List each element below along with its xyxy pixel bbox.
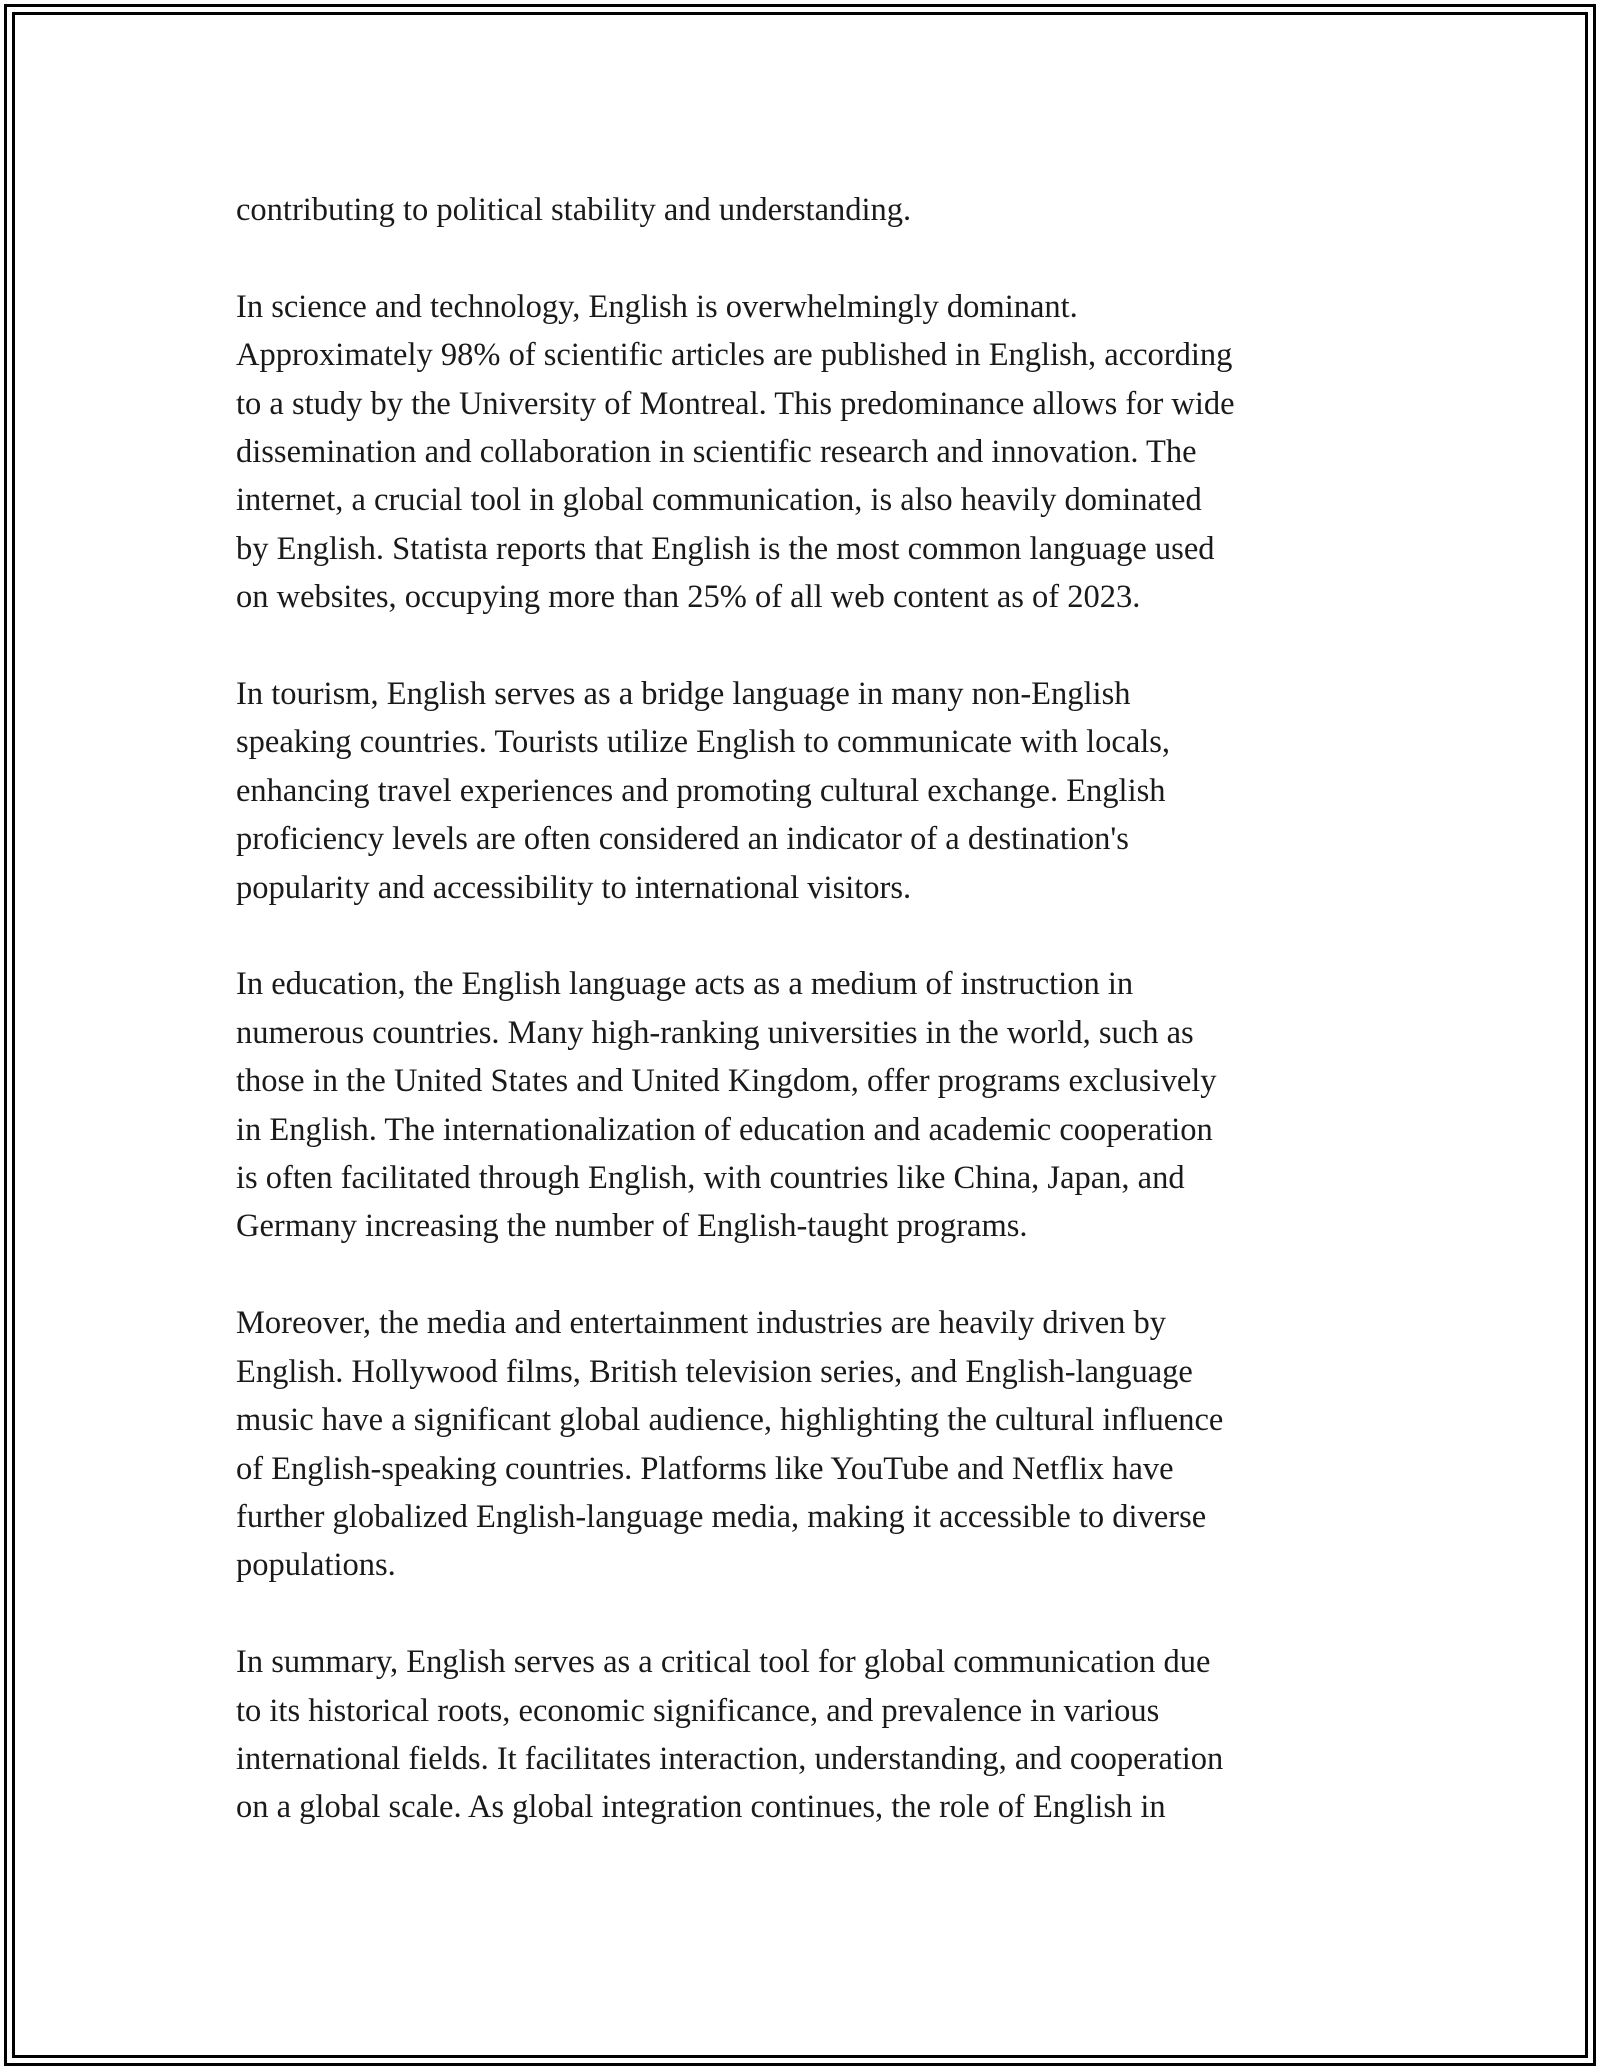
text-line: in English. The internationalization of education and academic cooperation <box>236 1111 1213 1148</box>
text-line: contributing to political stability and understanding. <box>236 192 912 228</box>
text-line: of English-speaking countries. Platforms like YouTube and Netflix have <box>236 1450 1174 1487</box>
text-line: is often facilitated through English, with countries like China, Japan, and <box>236 1160 1185 1197</box>
text-line: music have a significant global audience, highlighting the cultural influence <box>236 1402 1224 1439</box>
text-line: Germany increasing the number of English-taught programs. <box>236 1208 1028 1245</box>
text-line: In tourism, English serves as a bridge language in many non-English <box>236 676 1131 713</box>
text-line: popularity and accessibility to international visitors. <box>236 869 912 906</box>
paragraph <box>236 1638 1366 1832</box>
text-line: numerous countries. Many high-ranking universities in the world, such as <box>236 1014 1194 1051</box>
document-body <box>236 186 1366 1832</box>
text-line: further globalized English-language media, making it accessible to diverse <box>236 1498 1207 1535</box>
text-line: Moreover, the media and entertainment industries are heavily driven by <box>236 1305 1167 1342</box>
text-line: those in the United States and United Kingdom, offer programs exclusively <box>236 1063 1217 1100</box>
text-line: English. Hollywood films, British television series, and English-language <box>236 1353 1193 1390</box>
text-line: enhancing travel experiences and promoting cultural exchange. English <box>236 772 1166 809</box>
text-line: to a study by the University of Montreal. This predominance allows for wide <box>236 385 1235 422</box>
text-line: Approximately 98% of scientific articles are published in English, according <box>236 337 1233 374</box>
text-line: by English. Statista reports that English is the most common language used <box>236 530 1215 567</box>
paragraph <box>236 960 1366 1250</box>
text-line: proficiency levels are often considered an indicator of a destination's <box>236 821 1129 858</box>
text-line: on websites, occupying more than 25% of all web content as of 2023. <box>236 579 1141 616</box>
text-line: internet, a crucial tool in global communication, is also heavily dominated <box>236 482 1202 519</box>
paragraph <box>236 670 1366 912</box>
paragraph <box>236 186 1366 234</box>
text-line: populations. <box>236 1547 396 1584</box>
text-line: dissemination and collaboration in scientific research and innovation. The <box>236 434 1197 471</box>
text-line: In summary, English serves as a critical tool for global communication due <box>236 1644 1211 1681</box>
text-line: to its historical roots, economic significance, and prevalence in various <box>236 1692 1160 1729</box>
paragraph <box>236 1299 1366 1589</box>
text-line: international fields. It facilitates interaction, understanding, and cooperation <box>236 1740 1224 1777</box>
text-line: on a global scale. As global integration continues, the role of English in <box>236 1789 1166 1826</box>
text-line: In education, the English language acts as a medium of instruction in <box>236 966 1134 1003</box>
text-line: speaking countries. Tourists utilize English to communicate with locals, <box>236 724 1171 761</box>
paragraph <box>236 283 1366 622</box>
text-line: In science and technology, English is overwhelmingly dominant. <box>236 288 1078 325</box>
